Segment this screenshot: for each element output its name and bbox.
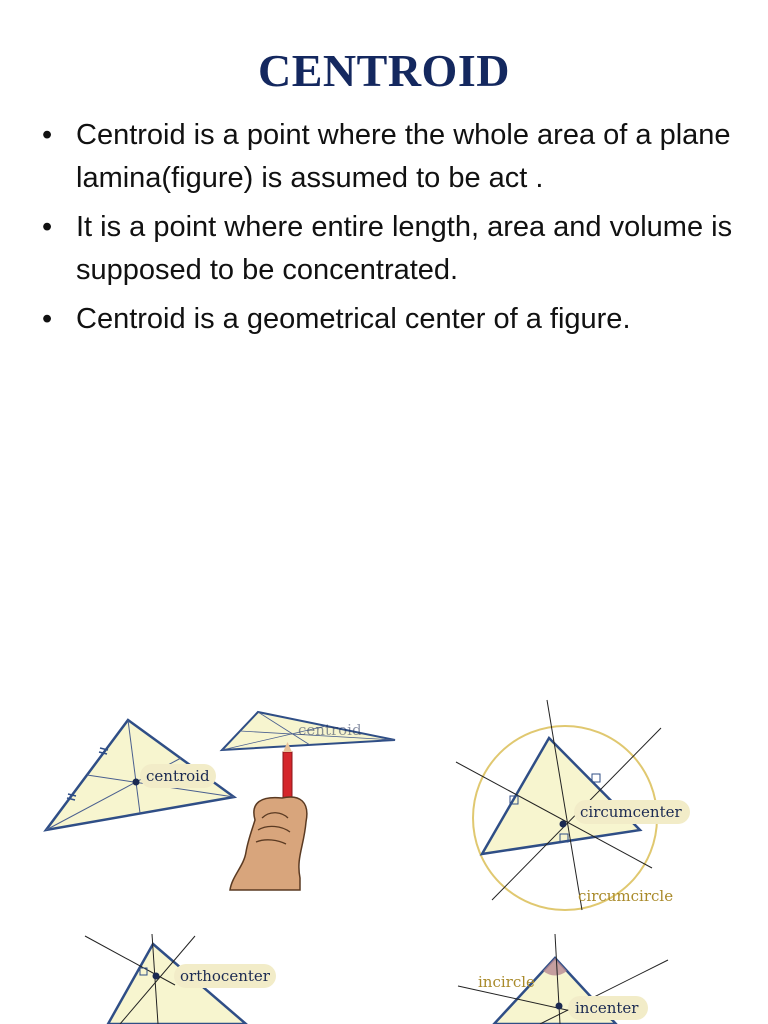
circumcenter-label: circumcenter xyxy=(580,803,682,821)
bullet-text: It is a point where entire length, area and volume is supposed to be concentrated. xyxy=(76,211,733,286)
bullet-item: • It is a point where entire length, area and volume is supposed to be concentrated. xyxy=(42,211,733,286)
circumcircle-label: circumcircle xyxy=(578,887,674,905)
triangle-centers-illustration xyxy=(0,690,768,1024)
pencil-balance-figure xyxy=(222,712,395,890)
bullet-item: • Centroid is a geometrical center of a figure. xyxy=(42,303,631,335)
pencil-triangle-label: centroid xyxy=(298,721,362,739)
centroid-triangle-figure xyxy=(46,720,234,830)
incenter-label: incenter xyxy=(575,999,639,1017)
bullet-text: Centroid is a geometrical center of a figure. xyxy=(76,303,631,335)
bullet-text: Centroid is a point where the whole area of a plane lamina(figure) is assumed to be act . xyxy=(76,119,731,194)
orthocenter-label: orthocenter xyxy=(180,967,270,985)
centroid-label: centroid xyxy=(146,767,210,785)
hand-holding-pencil-icon xyxy=(230,742,307,890)
slide-title: CENTROID xyxy=(258,45,510,96)
bullet-item: • Centroid is a point where the whole area of a plane lamina(figure) is assumed to be act . xyxy=(42,119,731,194)
orthocenter-figure xyxy=(85,934,276,1024)
incenter-figure xyxy=(458,934,668,1024)
bullet-list xyxy=(40,114,740,347)
circumcenter-figure xyxy=(456,700,690,910)
incircle-label: incircle xyxy=(478,973,535,991)
